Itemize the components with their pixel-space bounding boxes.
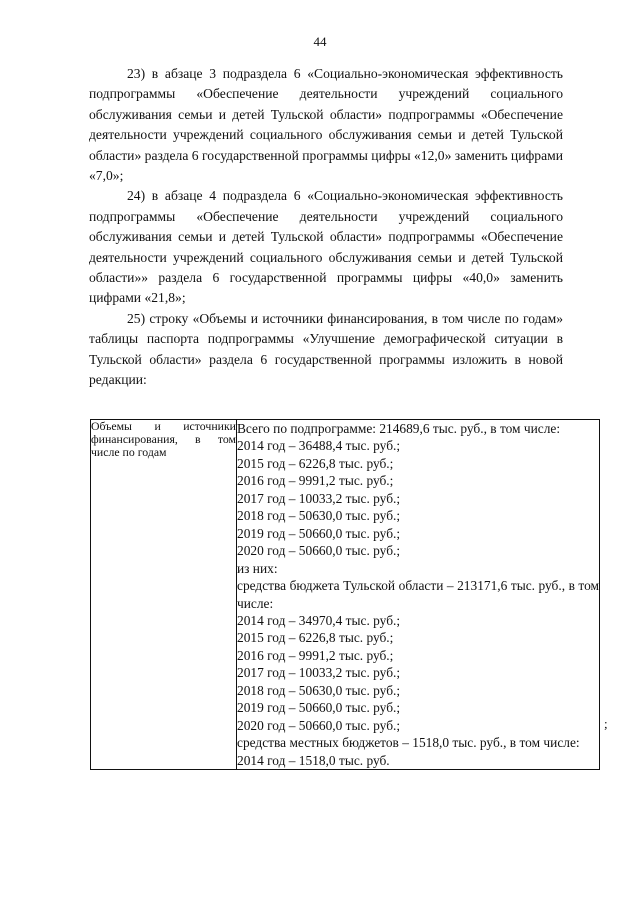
regional-year-line: 2019 год – 50660,0 тыс. руб.; [237, 700, 401, 716]
regional-year-line: 2018 год – 50630,0 тыс. руб.; [237, 682, 401, 698]
financing-table-wrapper [90, 419, 600, 770]
total-year-line: 2015 год – 6226,8 тыс. руб.; [237, 455, 394, 471]
financing-values-cell [237, 420, 600, 770]
of-them-label: из них: [237, 560, 278, 576]
paragraph-item-24: 24) в абзаце 4 подраздела 6 «Социально-экономическая эффективность подпрограммы «Обеспечение деятельности учреждений социального обслуживания семьи и детей Тульской области» подпрограммы «Обеспечение деятельности учреждений социального обслуживания семьи и детей Тульской области»» раздела 6 государственной программы цифры «40,0» заменить цифрами «21,8»; [89, 188, 563, 306]
financing-table [90, 419, 600, 770]
local-year-line: 2014 год – 1518,0 тыс. руб. [237, 752, 390, 768]
regional-year-line: 2016 год – 9991,2 тыс. руб.; [237, 647, 394, 663]
total-summary-line: Всего по подпрограмме: 214689,6 тыс. руб., в том числе: [237, 421, 561, 436]
financing-label-cell: Объемы и источники финансирования, в том числе по годам [91, 420, 237, 770]
page-number: 44 [313, 34, 327, 49]
local-budget-line: средства местных бюджетов – 1518,0 тыс. руб., в том числе: [237, 735, 580, 751]
regional-year-line: 2014 год – 34970,4 тыс. руб.; [237, 612, 401, 628]
regional-year-line: 2020 год – 50660,0 тыс. руб.; [237, 717, 401, 733]
total-year-line: 2020 год – 50660,0 тыс. руб.; [237, 543, 401, 559]
regional-year-line: 2015 год – 6226,8 тыс. руб.; [237, 630, 394, 646]
total-year-line: 2017 год – 10033,2 тыс. руб.; [237, 490, 401, 506]
total-year-line: 2018 год – 50630,0 тыс. руб.; [237, 508, 401, 524]
regional-year-line: 2017 год – 10033,2 тыс. руб.; [237, 665, 401, 681]
trailing-semicolon: ; [604, 716, 608, 731]
regional-budget-line: средства бюджета Тульской области – 213171,6 тыс. руб., в том числе: [237, 578, 599, 611]
paragraph-item-25: 25) строку «Объемы и источники финансирования, в том числе по годам» таблицы паспорта подпрограммы «Улучшение демографической ситуации в Тульской области» раздела 6 государственной программы изложить в новой редакции: [89, 310, 563, 388]
paragraph-item-23: 23) в абзаце 3 подраздела 6 «Социально-экономическая эффективность подпрограммы «Обеспечение деятельности учреждений социального обслуживания семьи и детей Тульской области» подпрограммы «Обеспечение деятельности учреждений социального обслуживания семьи и детей Тульской области» раздела 6 государственной программы цифры «12,0» заменить цифрами «7,0»; [89, 66, 563, 184]
body-text [89, 64, 563, 391]
total-year-line: 2014 год – 36488,4 тыс. руб.; [237, 438, 401, 454]
total-year-line: 2016 год – 9991,2 тыс. руб.; [237, 473, 394, 489]
table-row [91, 420, 600, 770]
total-year-line: 2019 год – 50660,0 тыс. руб.; [237, 525, 401, 541]
